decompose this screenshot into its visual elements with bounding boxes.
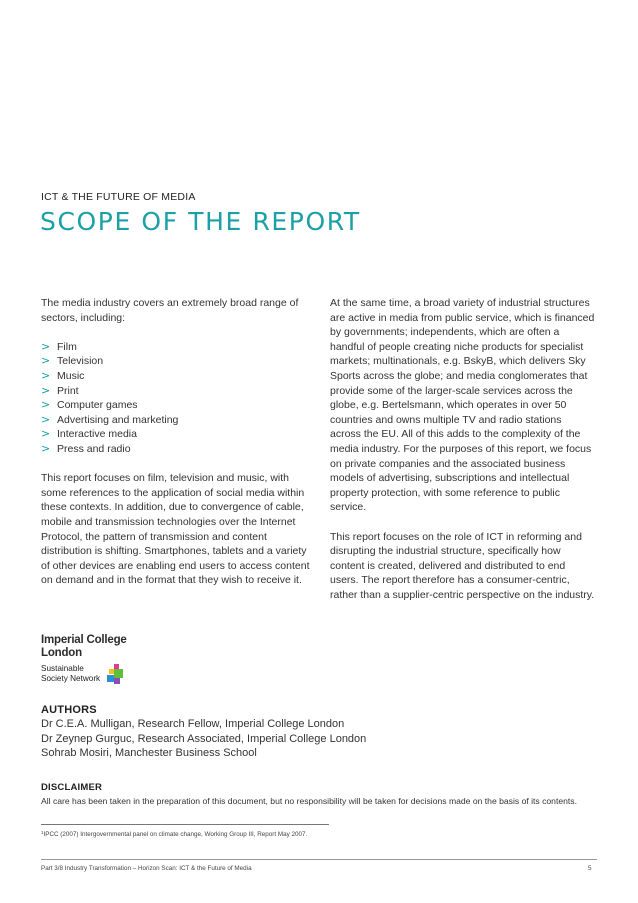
list-item — [41, 369, 313, 384]
sector-list — [41, 340, 313, 457]
chevron-right-icon: > — [41, 339, 51, 353]
sector-label: Interactive media — [57, 428, 137, 441]
sector-label: Film — [57, 340, 77, 353]
left-column — [41, 296, 313, 588]
chevron-right-icon: > — [41, 383, 51, 397]
authors-heading: AUTHORS — [41, 704, 97, 716]
list-item — [41, 340, 313, 355]
right-column — [330, 296, 595, 602]
list-item — [41, 442, 313, 457]
footer-divider — [41, 859, 597, 860]
footnote-divider — [41, 824, 329, 825]
disclaimer-heading: DISCLAIMER — [41, 782, 103, 793]
footer-text: Part 3/8 Industry Transformation – Horizon Scan: ICT & the Future of Media — [41, 865, 252, 872]
chevron-right-icon: > — [41, 368, 51, 382]
logo-line: Society Network — [41, 674, 101, 683]
authors-list — [41, 717, 366, 761]
sector-label: Print — [57, 384, 79, 397]
sector-label: Music — [57, 369, 85, 382]
list-item — [41, 398, 313, 413]
ict-role-paragraph: This report focuses on the role of ICT in reforming and disrupting the industrial structure, specifically how content is created, delivered and distributed to end users. The report therefore has a consumer-centric, rather than a supplier-centric perspective on the industry. — [330, 530, 595, 601]
footnote-marker: 1 — [41, 830, 44, 835]
list-item — [41, 354, 313, 369]
focus-paragraph: This report focuses on film, television and music, with some references to the application of social media within these contexts. In addition, due to convergence of cable, mobile and transmission technologies over the Internet Protocol, the pattern of transmission and content distribution is shifting. Smartphones, tablets and a variety of other devices are enabling end users to access content on demand and in the format that they wish to receive it. — [41, 472, 310, 587]
partner-logos — [41, 634, 136, 686]
chevron-right-icon: > — [41, 398, 51, 412]
sector-label: Advertising and marketing — [57, 413, 179, 426]
page-title: SCOPE OF THE REPORT — [40, 207, 361, 236]
logo-line: Sustainable — [41, 664, 84, 673]
footnote — [41, 830, 307, 838]
chevron-right-icon: > — [41, 427, 51, 441]
industry-structure-paragraph: At the same time, a broad variety of industrial structures are active in media from public service, which is financed by governments; independents, which are often a handful of people creating niche products for specialist markets; multinationals, e.g. BskyB, which delivers Sky Sports across the globe; and media conglomerates that provide some of the larger-scale services across the globe, e.g. Bertelsmann, which operates in over 50 countries and owns multiple TV and radio stations across the EU. All of this adds to the complexity of the media industry. For the purposes of this report, we focus on private companies and the associated business models of advertising, subscriptions and intellectual property protection, with some reference to public service. — [330, 297, 595, 514]
sector-label: Computer games — [57, 399, 138, 412]
ssn-mark-icon — [107, 664, 125, 686]
footnote-text: IPCC (2007) Intergovernmental panel on climate change, Working Group III, Report May 2007. — [43, 831, 308, 838]
author-entry: Dr C.E.A. Mulligan, Research Fellow, Imperial College London — [41, 718, 345, 730]
sustainable-society-network-logo — [41, 664, 125, 688]
author-entry: Dr Zeynep Gurguc, Research Associated, Imperial College London — [41, 732, 367, 745]
sector-label: Television — [57, 355, 104, 368]
section-kicker: ICT & THE FUTURE OF MEDIA — [41, 191, 196, 203]
disclaimer-text: All care has been taken in the preparation of this document, but no responsibility will be taken for decisions made on the basis of its contents. — [41, 796, 577, 806]
intro-text: The media industry covers an extremely broad range of sectors, including: — [41, 297, 299, 324]
list-item — [41, 413, 313, 428]
sector-label: Press and radio — [57, 442, 131, 455]
list-item — [41, 427, 313, 442]
page-number: 5 — [588, 865, 592, 872]
chevron-right-icon: > — [41, 354, 51, 368]
list-item — [41, 384, 313, 399]
author-entry: Sohrab Mosiri, Manchester Business School — [41, 747, 257, 760]
logo-line: London — [41, 646, 82, 659]
chevron-right-icon: > — [41, 441, 51, 455]
imperial-college-logo — [41, 634, 136, 659]
logo-line: Imperial College — [41, 634, 127, 646]
chevron-right-icon: > — [41, 412, 51, 426]
